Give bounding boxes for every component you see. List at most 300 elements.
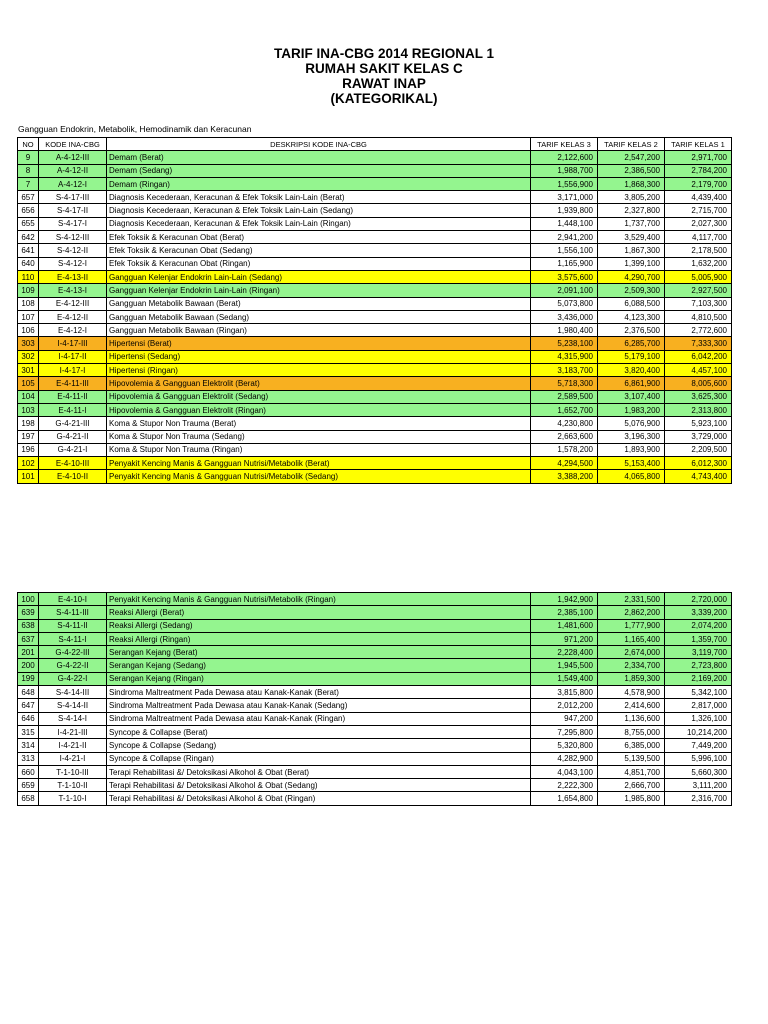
cell-description: Demam (Berat): [107, 151, 531, 164]
cell-description: Efek Toksik & Keracunan Obat (Berat): [107, 231, 531, 244]
cell-no: 103: [18, 403, 39, 416]
cell-tarif-kelas-3: 1,988,700: [531, 164, 598, 177]
cell-no: 197: [18, 430, 39, 443]
cell-tarif-kelas-2: 2,862,200: [598, 606, 665, 619]
cell-description: Hipertensi (Sedang): [107, 350, 531, 363]
table-row: [18, 712, 732, 725]
cell-tarif-kelas-3: 4,282,900: [531, 752, 598, 765]
table-body-2: [18, 593, 732, 806]
cell-tarif-kelas-2: 1,983,200: [598, 403, 665, 416]
cell-no: 302: [18, 350, 39, 363]
title-line-3: RAWAT INAP: [342, 76, 426, 91]
table-row: [18, 593, 732, 606]
cell-code: G-4-22-II: [39, 659, 107, 672]
cell-tarif-kelas-1: 2,927,500: [665, 284, 732, 297]
cell-no: 646: [18, 712, 39, 725]
cell-tarif-kelas-1: 2,209,500: [665, 443, 732, 456]
table-row: [18, 337, 732, 350]
cell-code: S-4-11-III: [39, 606, 107, 619]
cell-no: 200: [18, 659, 39, 672]
table-row: [18, 297, 732, 310]
cell-no: 110: [18, 270, 39, 283]
cell-description: Efek Toksik & Keracunan Obat (Ringan): [107, 257, 531, 270]
cell-no: 201: [18, 646, 39, 659]
table-row: [18, 606, 732, 619]
table-row: [18, 443, 732, 456]
table-row: [18, 217, 732, 230]
table-row: [18, 191, 732, 204]
table-row: [18, 377, 732, 390]
cell-tarif-kelas-2: 1,867,300: [598, 244, 665, 257]
cell-no: 641: [18, 244, 39, 257]
cell-description: Reaksi Allergi (Sedang): [107, 619, 531, 632]
cell-tarif-kelas-1: 2,784,200: [665, 164, 732, 177]
cell-code: I-4-21-III: [39, 725, 107, 738]
cell-no: 315: [18, 725, 39, 738]
cell-no: 639: [18, 606, 39, 619]
table-row: [18, 231, 732, 244]
cell-tarif-kelas-3: 5,238,100: [531, 337, 598, 350]
cell-description: Koma & Stupor Non Trauma (Berat): [107, 417, 531, 430]
cell-code: E-4-13-II: [39, 270, 107, 283]
table-row: [18, 457, 732, 470]
table-row: [18, 324, 732, 337]
cell-code: E-4-11-III: [39, 377, 107, 390]
cell-code: A-4-12-I: [39, 177, 107, 190]
cell-tarif-kelas-3: 1,652,700: [531, 403, 598, 416]
cell-no: 101: [18, 470, 39, 483]
cell-tarif-kelas-1: 5,660,300: [665, 765, 732, 778]
table-row: [18, 310, 732, 323]
cell-tarif-kelas-3: 1,945,500: [531, 659, 598, 672]
cell-code: G-4-22-I: [39, 672, 107, 685]
header-tarif-kelas-1: TARIF KELAS 1: [665, 138, 732, 151]
cell-tarif-kelas-3: 1,939,800: [531, 204, 598, 217]
cell-code: S-4-14-III: [39, 686, 107, 699]
table-row: [18, 177, 732, 190]
cell-code: S-4-17-III: [39, 191, 107, 204]
cell-tarif-kelas-3: 5,320,800: [531, 739, 598, 752]
cell-description: Diagnosis Kecederaan, Keracunan & Efek Toksik Lain-Lain (Berat): [107, 191, 531, 204]
cell-tarif-kelas-1: 3,119,700: [665, 646, 732, 659]
cell-tarif-kelas-2: 2,547,200: [598, 151, 665, 164]
cell-tarif-kelas-2: 1,868,300: [598, 177, 665, 190]
cell-code: G-4-22-III: [39, 646, 107, 659]
table-row: [18, 725, 732, 738]
cell-tarif-kelas-3: 2,122,600: [531, 151, 598, 164]
header-description: DESKRIPSI KODE INA-CBG: [107, 138, 531, 151]
cell-code: S-4-14-I: [39, 712, 107, 725]
cell-tarif-kelas-2: 2,674,000: [598, 646, 665, 659]
cell-tarif-kelas-2: 4,123,300: [598, 310, 665, 323]
cell-no: 198: [18, 417, 39, 430]
cell-tarif-kelas-2: 6,385,000: [598, 739, 665, 752]
cell-tarif-kelas-1: 2,720,000: [665, 593, 732, 606]
cell-tarif-kelas-2: 2,509,300: [598, 284, 665, 297]
cell-tarif-kelas-1: 5,996,100: [665, 752, 732, 765]
cell-tarif-kelas-3: 4,230,800: [531, 417, 598, 430]
cell-description: Terapi Rehabilitasi &/ Detoksikasi Alkohol & Obat (Sedang): [107, 779, 531, 792]
cell-no: 106: [18, 324, 39, 337]
cell-tarif-kelas-1: 2,772,600: [665, 324, 732, 337]
cell-tarif-kelas-2: 1,777,900: [598, 619, 665, 632]
table-header-row: [18, 138, 732, 151]
cell-tarif-kelas-1: 5,342,100: [665, 686, 732, 699]
cell-tarif-kelas-2: 1,893,900: [598, 443, 665, 456]
cell-tarif-kelas-2: 8,755,000: [598, 725, 665, 738]
cell-tarif-kelas-1: 1,359,700: [665, 632, 732, 645]
cell-tarif-kelas-3: 3,575,600: [531, 270, 598, 283]
cell-description: Serangan Kejang (Ringan): [107, 672, 531, 685]
cell-description: Koma & Stupor Non Trauma (Ringan): [107, 443, 531, 456]
cell-tarif-kelas-3: 1,481,600: [531, 619, 598, 632]
cell-code: A-4-12-III: [39, 151, 107, 164]
table-row: [18, 646, 732, 659]
cell-tarif-kelas-1: 6,042,200: [665, 350, 732, 363]
cell-tarif-kelas-3: 2,228,400: [531, 646, 598, 659]
cell-description: Penyakit Kencing Manis & Gangguan Nutrisi/Metabolik (Berat): [107, 457, 531, 470]
table-row: [18, 699, 732, 712]
cell-tarif-kelas-1: 5,005,900: [665, 270, 732, 283]
document-title: [0, 46, 768, 106]
cell-tarif-kelas-2: 2,331,500: [598, 593, 665, 606]
cell-no: 303: [18, 337, 39, 350]
cell-code: A-4-12-II: [39, 164, 107, 177]
cell-tarif-kelas-3: 1,556,900: [531, 177, 598, 190]
table-row: [18, 430, 732, 443]
cell-tarif-kelas-1: 3,729,000: [665, 430, 732, 443]
cell-code: I-4-21-I: [39, 752, 107, 765]
cell-description: Syncope & Collapse (Ringan): [107, 752, 531, 765]
cell-description: Gangguan Metabolik Bawaan (Sedang): [107, 310, 531, 323]
table-row: [18, 284, 732, 297]
cell-description: Diagnosis Kecederaan, Keracunan & Efek Toksik Lain-Lain (Sedang): [107, 204, 531, 217]
cell-tarif-kelas-3: 1,654,800: [531, 792, 598, 805]
cell-tarif-kelas-1: 2,179,700: [665, 177, 732, 190]
cell-no: 199: [18, 672, 39, 685]
cell-no: 313: [18, 752, 39, 765]
cell-tarif-kelas-2: 4,578,900: [598, 686, 665, 699]
cell-no: 658: [18, 792, 39, 805]
cell-tarif-kelas-2: 4,290,700: [598, 270, 665, 283]
cell-description: Gangguan Kelenjar Endokrin Lain-Lain (Sedang): [107, 270, 531, 283]
cell-description: Hipovolemia & Gangguan Elektrolit (Ringan): [107, 403, 531, 416]
title-line-4: (KATEGORIKAL): [330, 91, 438, 106]
cell-no: 314: [18, 739, 39, 752]
table-row: [18, 779, 732, 792]
cell-tarif-kelas-3: 2,222,300: [531, 779, 598, 792]
cell-tarif-kelas-2: 6,861,900: [598, 377, 665, 390]
table-body-1: [18, 151, 732, 483]
cell-tarif-kelas-2: 2,666,700: [598, 779, 665, 792]
cell-tarif-kelas-2: 2,334,700: [598, 659, 665, 672]
cell-tarif-kelas-1: 10,214,200: [665, 725, 732, 738]
cell-tarif-kelas-3: 2,941,200: [531, 231, 598, 244]
cell-tarif-kelas-3: 2,589,500: [531, 390, 598, 403]
header-code: KODE INA-CBG: [39, 138, 107, 151]
cell-tarif-kelas-3: 2,091,100: [531, 284, 598, 297]
table-row: [18, 350, 732, 363]
table-row: [18, 257, 732, 270]
cell-description: Hipovolemia & Gangguan Elektrolit (Berat): [107, 377, 531, 390]
cell-tarif-kelas-2: 5,139,500: [598, 752, 665, 765]
cell-tarif-kelas-1: 7,449,200: [665, 739, 732, 752]
table-row: [18, 765, 732, 778]
cell-tarif-kelas-3: 4,043,100: [531, 765, 598, 778]
cell-code: G-4-21-II: [39, 430, 107, 443]
cell-no: 648: [18, 686, 39, 699]
table-row: [18, 632, 732, 645]
cell-tarif-kelas-1: 2,313,800: [665, 403, 732, 416]
cell-tarif-kelas-3: 1,578,200: [531, 443, 598, 456]
table-row: [18, 686, 732, 699]
cell-tarif-kelas-1: 2,971,700: [665, 151, 732, 164]
cell-tarif-kelas-1: 6,012,300: [665, 457, 732, 470]
table-row: [18, 739, 732, 752]
cell-no: 109: [18, 284, 39, 297]
cell-tarif-kelas-3: 3,815,800: [531, 686, 598, 699]
cell-code: S-4-17-I: [39, 217, 107, 230]
cell-tarif-kelas-2: 2,376,500: [598, 324, 665, 337]
cell-no: 640: [18, 257, 39, 270]
cell-tarif-kelas-3: 7,295,800: [531, 725, 598, 738]
cell-tarif-kelas-3: 3,388,200: [531, 470, 598, 483]
cell-no: 642: [18, 231, 39, 244]
cell-code: S-4-12-I: [39, 257, 107, 270]
cell-description: Syncope & Collapse (Berat): [107, 725, 531, 738]
cell-code: I-4-21-II: [39, 739, 107, 752]
table-row: [18, 403, 732, 416]
cell-tarif-kelas-2: 3,107,400: [598, 390, 665, 403]
cell-description: Terapi Rehabilitasi &/ Detoksikasi Alkohol & Obat (Ringan): [107, 792, 531, 805]
title-line-1: TARIF INA-CBG 2014 REGIONAL 1: [273, 46, 495, 61]
cell-code: E-4-13-I: [39, 284, 107, 297]
cell-code: I-4-17-I: [39, 364, 107, 377]
cell-description: Sindroma Maltreatment Pada Dewasa atau Kanak-Kanak (Sedang): [107, 699, 531, 712]
category-subtitle: Gangguan Endokrin, Metabolik, Hemodinamik dan Keracunan: [18, 124, 252, 134]
cell-description: Hipertensi (Ringan): [107, 364, 531, 377]
cell-tarif-kelas-1: 4,810,500: [665, 310, 732, 323]
cell-description: Gangguan Metabolik Bawaan (Ringan): [107, 324, 531, 337]
header-tarif-kelas-2: TARIF KELAS 2: [598, 138, 665, 151]
cell-tarif-kelas-2: 3,196,300: [598, 430, 665, 443]
cell-tarif-kelas-1: 2,027,300: [665, 217, 732, 230]
cell-tarif-kelas-3: 4,315,900: [531, 350, 598, 363]
cell-tarif-kelas-3: 2,385,100: [531, 606, 598, 619]
cell-tarif-kelas-1: 1,326,100: [665, 712, 732, 725]
tariff-table-1: [17, 137, 732, 484]
cell-description: Sindroma Maltreatment Pada Dewasa atau Kanak-Kanak (Ringan): [107, 712, 531, 725]
cell-description: Terapi Rehabilitasi &/ Detoksikasi Alkohol & Obat (Berat): [107, 765, 531, 778]
cell-tarif-kelas-1: 4,117,700: [665, 231, 732, 244]
cell-code: S-4-12-II: [39, 244, 107, 257]
cell-tarif-kelas-1: 2,316,700: [665, 792, 732, 805]
cell-tarif-kelas-1: 3,111,200: [665, 779, 732, 792]
cell-code: G-4-21-III: [39, 417, 107, 430]
cell-code: I-4-17-II: [39, 350, 107, 363]
cell-code: T-1-10-III: [39, 765, 107, 778]
table-row: [18, 672, 732, 685]
cell-tarif-kelas-3: 2,663,600: [531, 430, 598, 443]
cell-description: Syncope & Collapse (Sedang): [107, 739, 531, 752]
table-row: [18, 792, 732, 805]
cell-no: 656: [18, 204, 39, 217]
cell-tarif-kelas-2: 3,820,400: [598, 364, 665, 377]
cell-description: Gangguan Kelenjar Endokrin Lain-Lain (Ringan): [107, 284, 531, 297]
cell-description: Demam (Ringan): [107, 177, 531, 190]
cell-tarif-kelas-2: 2,414,600: [598, 699, 665, 712]
table-row: [18, 470, 732, 483]
cell-description: Koma & Stupor Non Trauma (Sedang): [107, 430, 531, 443]
cell-no: 104: [18, 390, 39, 403]
cell-no: 100: [18, 593, 39, 606]
cell-tarif-kelas-3: 3,436,000: [531, 310, 598, 323]
cell-description: Hipovolemia & Gangguan Elektrolit (Sedang): [107, 390, 531, 403]
cell-no: 301: [18, 364, 39, 377]
cell-no: 102: [18, 457, 39, 470]
cell-tarif-kelas-1: 2,715,700: [665, 204, 732, 217]
cell-tarif-kelas-2: 6,088,500: [598, 297, 665, 310]
cell-tarif-kelas-1: 2,169,200: [665, 672, 732, 685]
cell-tarif-kelas-1: 1,632,200: [665, 257, 732, 270]
cell-tarif-kelas-3: 971,200: [531, 632, 598, 645]
cell-no: 638: [18, 619, 39, 632]
cell-no: 108: [18, 297, 39, 310]
cell-tarif-kelas-2: 1,737,700: [598, 217, 665, 230]
table-row: [18, 390, 732, 403]
cell-tarif-kelas-2: 5,076,900: [598, 417, 665, 430]
cell-no: 196: [18, 443, 39, 456]
cell-code: E-4-10-III: [39, 457, 107, 470]
cell-description: Hipertensi (Berat): [107, 337, 531, 350]
cell-tarif-kelas-2: 1,985,800: [598, 792, 665, 805]
cell-tarif-kelas-1: 3,625,300: [665, 390, 732, 403]
cell-tarif-kelas-1: 5,923,100: [665, 417, 732, 430]
cell-tarif-kelas-2: 3,529,400: [598, 231, 665, 244]
cell-tarif-kelas-3: 5,073,800: [531, 297, 598, 310]
cell-code: G-4-21-I: [39, 443, 107, 456]
cell-code: S-4-11-I: [39, 632, 107, 645]
cell-tarif-kelas-2: 2,386,500: [598, 164, 665, 177]
cell-tarif-kelas-2: 2,327,800: [598, 204, 665, 217]
cell-tarif-kelas-3: 1,448,100: [531, 217, 598, 230]
cell-code: E-4-12-I: [39, 324, 107, 337]
cell-tarif-kelas-2: 1,399,100: [598, 257, 665, 270]
cell-tarif-kelas-1: 2,817,000: [665, 699, 732, 712]
cell-code: S-4-17-II: [39, 204, 107, 217]
table-row: [18, 619, 732, 632]
cell-tarif-kelas-1: 4,457,100: [665, 364, 732, 377]
cell-tarif-kelas-3: 1,549,400: [531, 672, 598, 685]
cell-tarif-kelas-1: 2,074,200: [665, 619, 732, 632]
table-row: [18, 270, 732, 283]
cell-code: I-4-17-III: [39, 337, 107, 350]
header-tarif-kelas-3: TARIF KELAS 3: [531, 138, 598, 151]
cell-description: Penyakit Kencing Manis & Gangguan Nutrisi/Metabolik (Sedang): [107, 470, 531, 483]
cell-no: 107: [18, 310, 39, 323]
cell-tarif-kelas-1: 2,723,800: [665, 659, 732, 672]
cell-code: E-4-11-I: [39, 403, 107, 416]
table-row: [18, 659, 732, 672]
cell-tarif-kelas-1: 4,439,400: [665, 191, 732, 204]
cell-description: Serangan Kejang (Sedang): [107, 659, 531, 672]
cell-description: Penyakit Kencing Manis & Gangguan Nutrisi/Metabolik (Ringan): [107, 593, 531, 606]
cell-tarif-kelas-2: 5,153,400: [598, 457, 665, 470]
cell-tarif-kelas-2: 6,285,700: [598, 337, 665, 350]
cell-tarif-kelas-2: 3,805,200: [598, 191, 665, 204]
table-row: [18, 364, 732, 377]
cell-description: Gangguan Metabolik Bawaan (Berat): [107, 297, 531, 310]
cell-tarif-kelas-2: 1,859,300: [598, 672, 665, 685]
cell-tarif-kelas-3: 2,012,200: [531, 699, 598, 712]
cell-description: Efek Toksik & Keracunan Obat (Sedang): [107, 244, 531, 257]
cell-code: E-4-10-II: [39, 470, 107, 483]
cell-description: Diagnosis Kecederaan, Keracunan & Efek Toksik Lain-Lain (Ringan): [107, 217, 531, 230]
cell-tarif-kelas-1: 7,103,300: [665, 297, 732, 310]
cell-tarif-kelas-3: 947,200: [531, 712, 598, 725]
cell-tarif-kelas-3: 1,165,900: [531, 257, 598, 270]
cell-tarif-kelas-3: 3,183,700: [531, 364, 598, 377]
cell-tarif-kelas-3: 5,718,300: [531, 377, 598, 390]
cell-tarif-kelas-3: 4,294,500: [531, 457, 598, 470]
cell-code: T-1-10-II: [39, 779, 107, 792]
cell-description: Reaksi Allergi (Berat): [107, 606, 531, 619]
cell-code: E-4-10-I: [39, 593, 107, 606]
cell-tarif-kelas-2: 1,165,400: [598, 632, 665, 645]
table-row: [18, 164, 732, 177]
cell-code: E-4-11-II: [39, 390, 107, 403]
cell-code: E-4-12-II: [39, 310, 107, 323]
cell-description: Sindroma Maltreatment Pada Dewasa atau Kanak-Kanak (Berat): [107, 686, 531, 699]
cell-tarif-kelas-3: 1,942,900: [531, 593, 598, 606]
cell-no: 105: [18, 377, 39, 390]
cell-code: S-4-12-III: [39, 231, 107, 244]
cell-tarif-kelas-1: 7,333,300: [665, 337, 732, 350]
cell-tarif-kelas-2: 4,851,700: [598, 765, 665, 778]
cell-tarif-kelas-1: 3,339,200: [665, 606, 732, 619]
table-row: [18, 244, 732, 257]
cell-no: 660: [18, 765, 39, 778]
cell-tarif-kelas-3: 1,980,400: [531, 324, 598, 337]
cell-no: 657: [18, 191, 39, 204]
cell-description: Reaksi Allergi (Ringan): [107, 632, 531, 645]
cell-tarif-kelas-1: 2,178,500: [665, 244, 732, 257]
cell-tarif-kelas-1: 8,005,600: [665, 377, 732, 390]
cell-tarif-kelas-2: 1,136,600: [598, 712, 665, 725]
cell-code: E-4-12-III: [39, 297, 107, 310]
cell-no: 7: [18, 177, 39, 190]
cell-code: S-4-11-II: [39, 619, 107, 632]
title-line-2: RUMAH SAKIT KELAS C: [305, 61, 463, 76]
header-no: NO: [18, 138, 39, 151]
cell-no: 9: [18, 151, 39, 164]
cell-tarif-kelas-1: 4,743,400: [665, 470, 732, 483]
cell-no: 659: [18, 779, 39, 792]
cell-no: 655: [18, 217, 39, 230]
cell-description: Serangan Kejang (Berat): [107, 646, 531, 659]
cell-no: 637: [18, 632, 39, 645]
cell-tarif-kelas-3: 3,171,000: [531, 191, 598, 204]
cell-code: T-1-10-I: [39, 792, 107, 805]
table-row: [18, 417, 732, 430]
cell-description: Demam (Sedang): [107, 164, 531, 177]
table-row: [18, 204, 732, 217]
cell-tarif-kelas-2: 4,065,800: [598, 470, 665, 483]
cell-no: 8: [18, 164, 39, 177]
tariff-table-2: [17, 592, 732, 806]
cell-no: 647: [18, 699, 39, 712]
table-row: [18, 752, 732, 765]
